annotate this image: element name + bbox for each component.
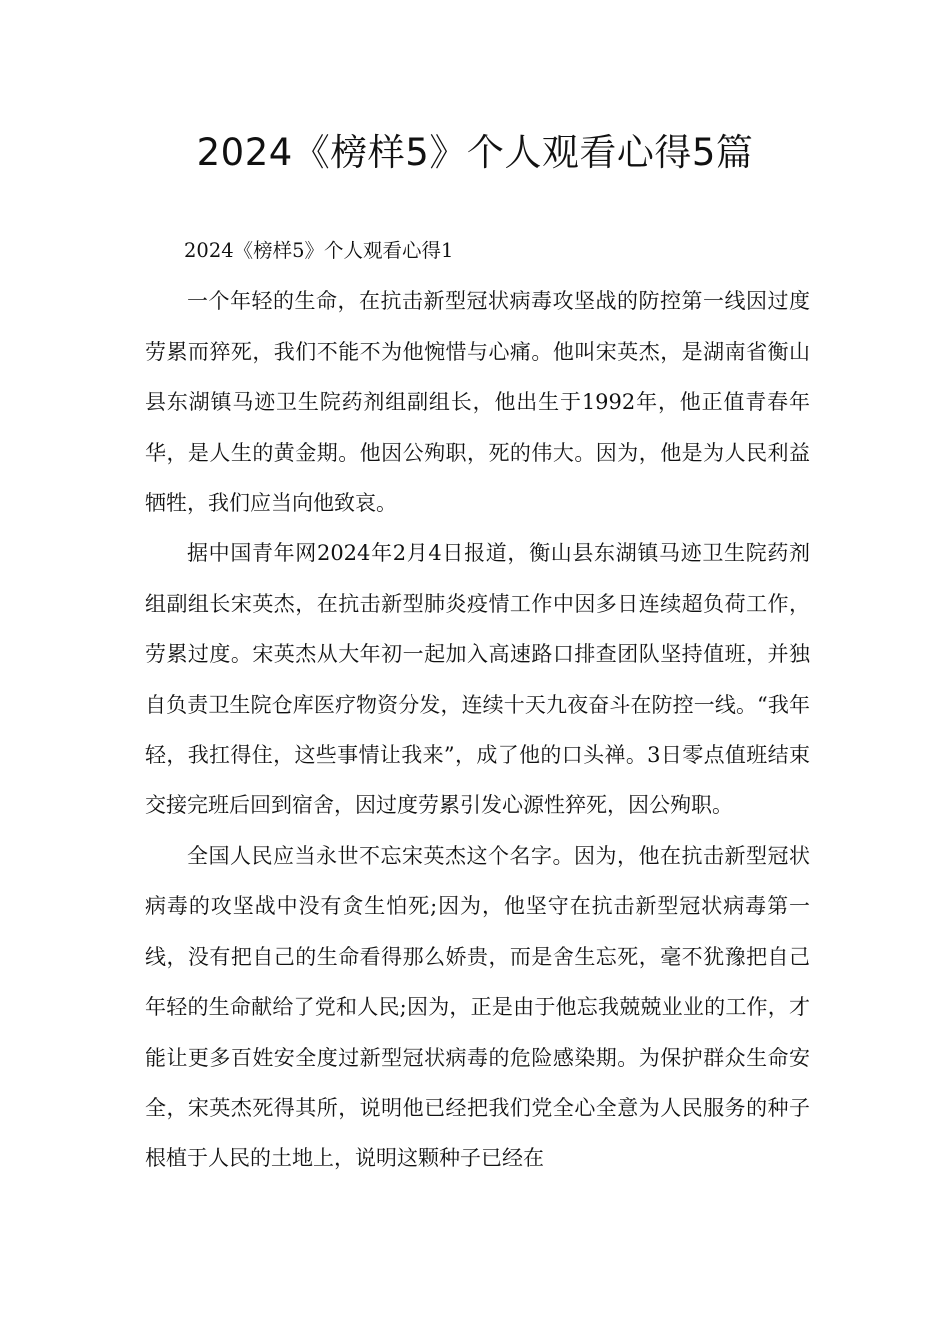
document-title: 2024《榜样5》个人观看心得5篇	[196, 131, 754, 174]
document-body	[145, 226, 810, 1184]
section-heading: 2024《榜样5》个人观看心得1	[184, 239, 454, 262]
paragraph-1: 一个年轻的生命，在抗击新型冠状病毒攻坚战的防控第一线因过度劳累而猝死，我们不能不为他惋惜与心痛。他叫宋英杰，是湖南省衡山县东湖镇马迹卫生院药剂组副组长，他出生于1992年，他正值青春年华，是人生的黄金期。他因公殉职，死的伟大。因为，他是为人民利益牺牲，我们应当向他致哀。	[145, 289, 810, 516]
paragraph-2: 据中国青年网2024年2月4日报道，衡山县东湖镇马迹卫生院药剂组副组长宋英杰，在抗击新型肺炎疫情工作中因多日连续超负荷工作，劳累过度。宋英杰从大年初一起加入高速路口排查团队坚持值班，并独自负责卫生院仓库医疗物资分发，连续十天九夜奋斗在防控一线。“我年轻，我扛得住，这些事情让我来”，成了他的口头禅。3日零点值班结束交接完班后回到宿舍，因过度劳累引发心源性猝死，因公殉职。	[145, 541, 810, 818]
paragraph-3: 全国人民应当永世不忘宋英杰这个名字。因为，他在抗击新型冠状病毒的攻坚战中没有贪生怕死;因为，他坚守在抗击新型冠状病毒第一线，没有把自己的生命看得那么娇贵，而是舍生忘死，毫不犹豫把自己年轻的生命献给了党和人民;因为，正是由于他忘我兢兢业业的工作，才能让更多百姓安全度过新型冠状病毒的危险感染期。为保护群众生命安全，宋英杰死得其所，说明他已经把我们党全心全意为人民服务的种子根植于人民的土地上，说明这颗种子已经在	[145, 843, 810, 1171]
